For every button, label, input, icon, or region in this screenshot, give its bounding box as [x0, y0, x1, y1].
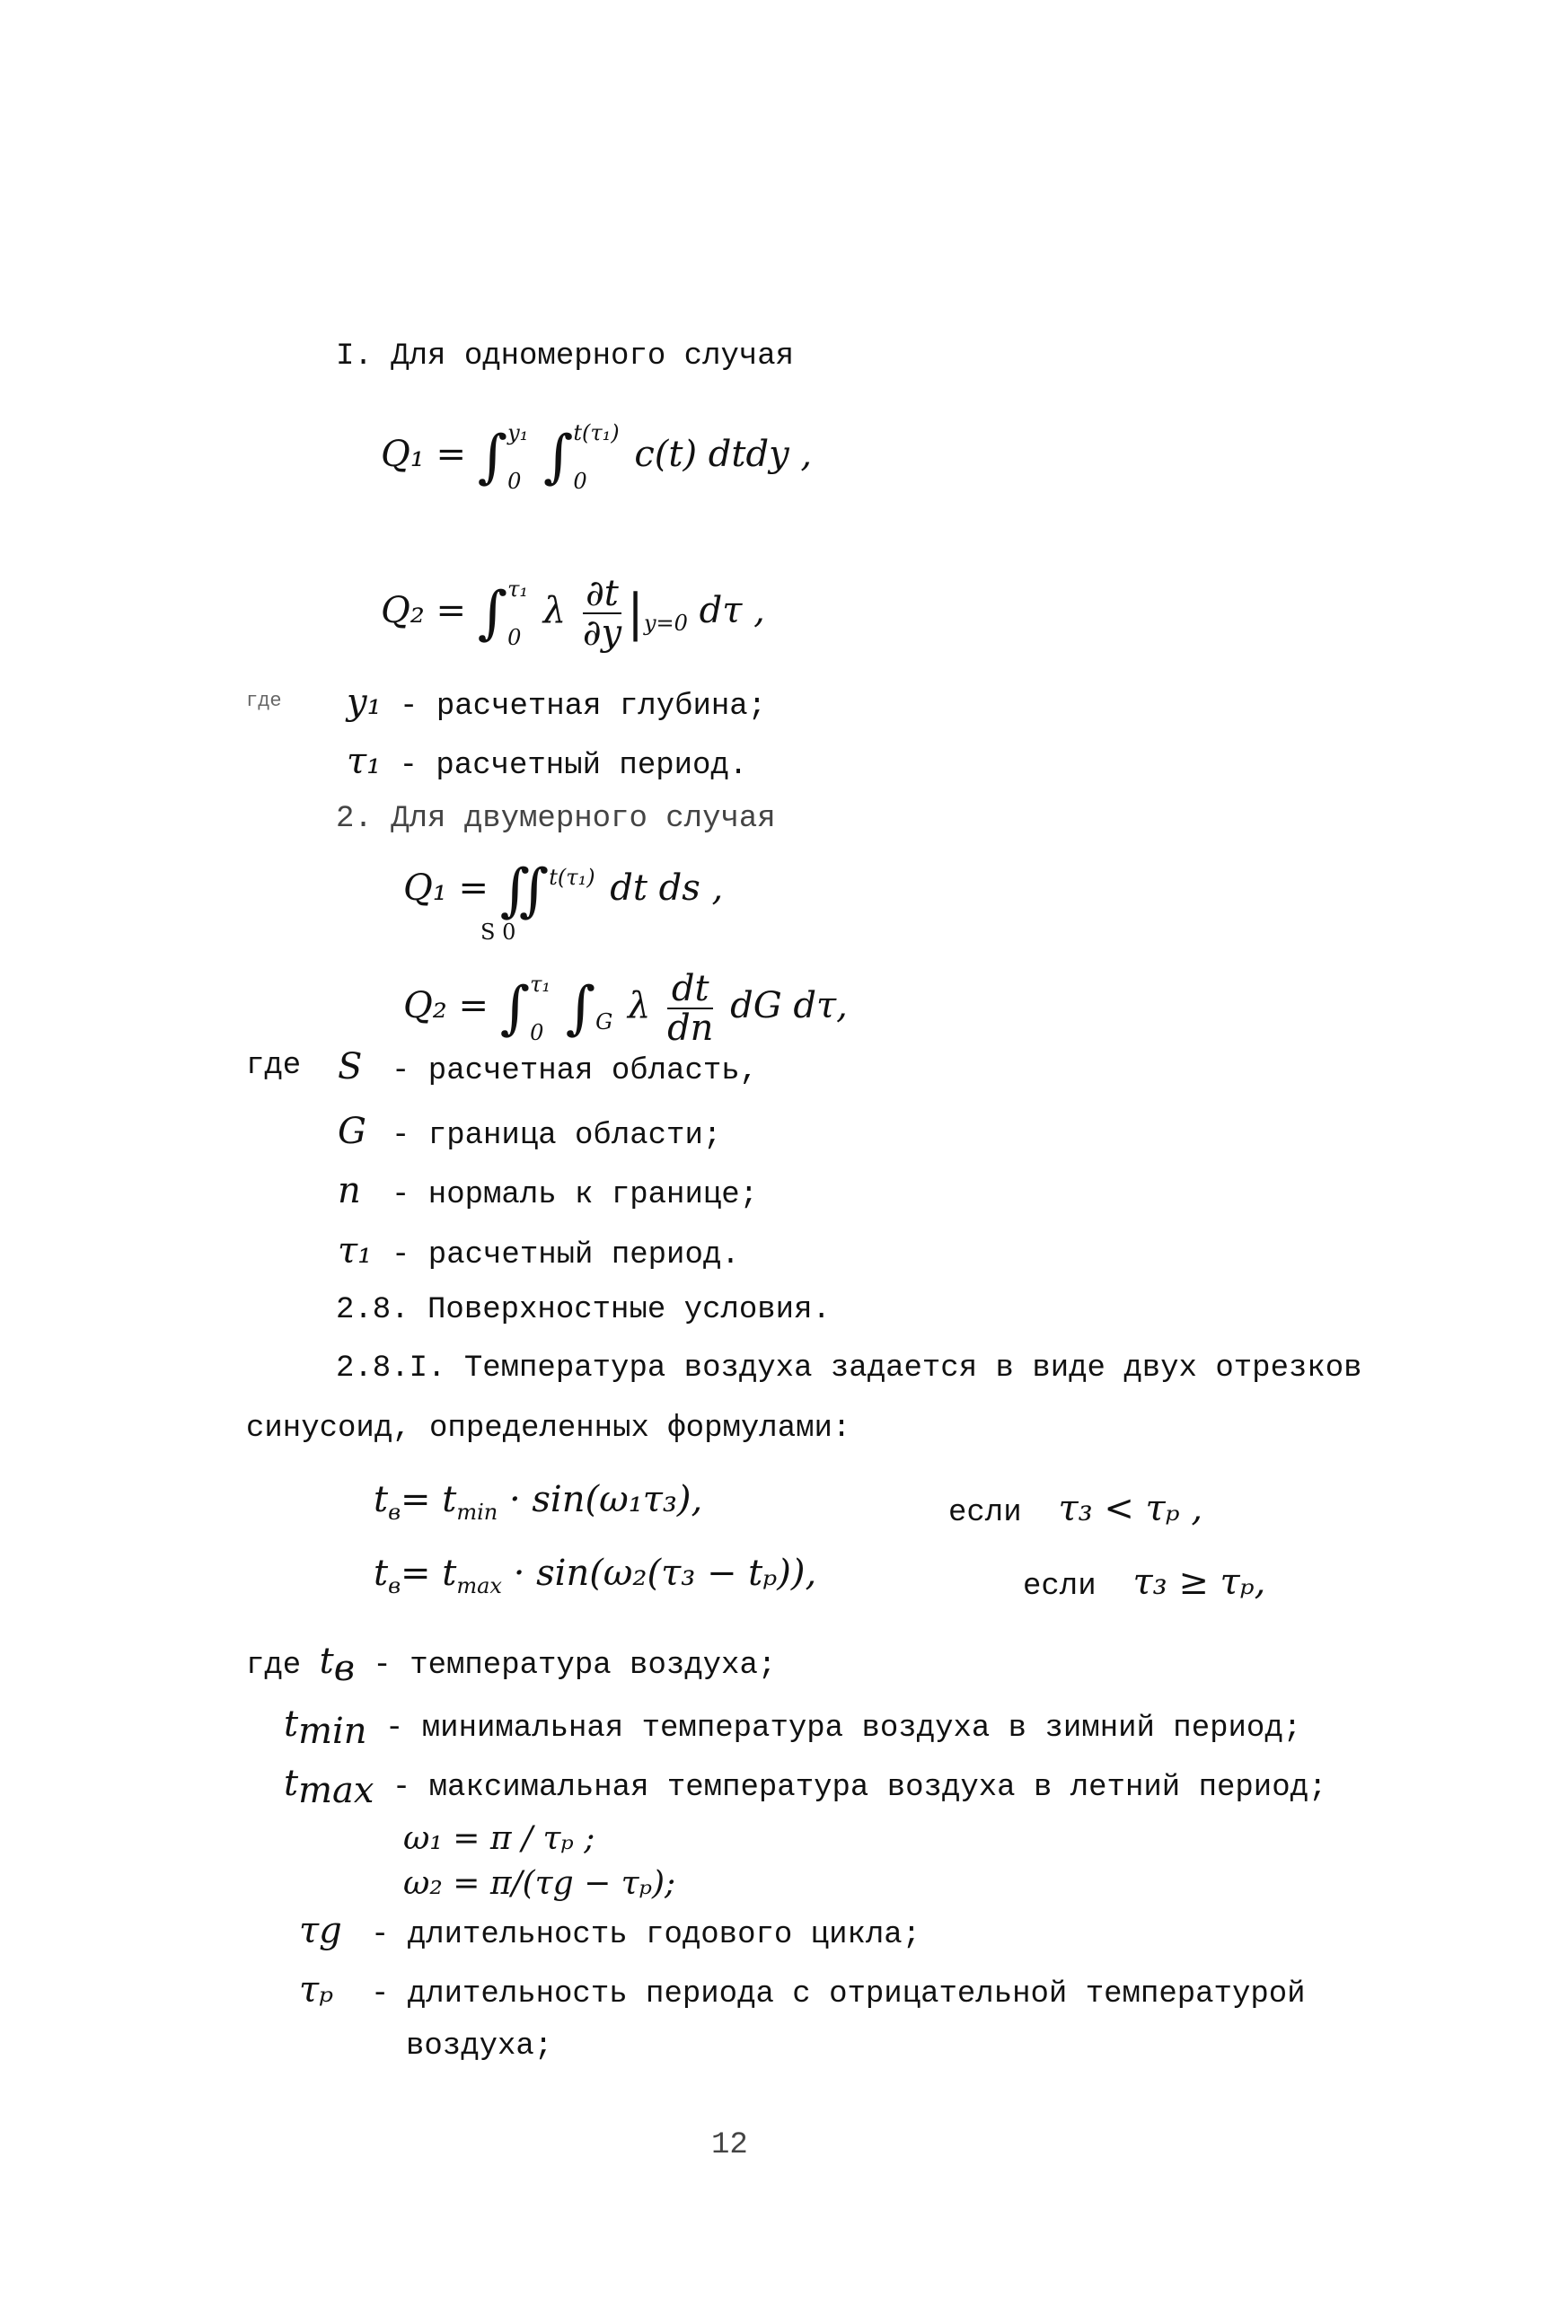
numerator: ∂t: [583, 575, 621, 614]
formula-lhs: Q₂ =: [381, 590, 467, 631]
formula-mid: = t: [401, 1553, 457, 1594]
paragraph-line-2: синусоид, определенных формулами:: [246, 1412, 851, 1446]
denominator: ∂y: [582, 612, 622, 654]
definition-continuation: воздуха;: [406, 2029, 553, 2064]
definition-n: [338, 1170, 759, 1212]
integral-sign: ∫: [477, 424, 508, 490]
upper-limit: t(τ₁): [573, 420, 620, 445]
formula-q1-2d: [403, 858, 724, 945]
condition-1: [948, 1488, 1203, 1530]
condition-word: если: [1023, 1570, 1097, 1604]
formula-lhs: t: [374, 1479, 389, 1520]
condition-formula: τ₃ ≥ τₚ,: [1132, 1562, 1266, 1603]
definition-text: - граница области;: [392, 1119, 722, 1153]
definition-tau-g: [299, 1910, 921, 1952]
formula-q2-1d: [381, 575, 765, 652]
integral-limits: [595, 984, 612, 1033]
subscript: min: [456, 1500, 498, 1525]
symbol: τg: [299, 1910, 342, 1951]
symbol: G: [338, 1111, 366, 1152]
definition-text: - максимальная температура воздуха в летний период;: [392, 1771, 1327, 1805]
fraction: [583, 575, 621, 652]
lambda: λ: [627, 985, 651, 1026]
formula-air-temp-summer: [374, 1555, 816, 1597]
symbol: n: [338, 1170, 361, 1211]
numerator: dt: [667, 970, 713, 1009]
upper-limit: τ₁: [507, 577, 529, 602]
integral-limits: [507, 422, 528, 492]
definition-text: - расчетный период.: [399, 749, 748, 783]
definition-text: - расчетный период.: [392, 1238, 740, 1272]
subscript: в: [388, 1500, 401, 1525]
definition-text: - температура воздуха;: [373, 1649, 777, 1683]
definition-tau-p: [299, 1969, 1306, 2011]
condition-word: если: [948, 1496, 1022, 1530]
formula-omega1: ω₁ = π / τₚ ;: [403, 1820, 595, 1857]
double-integral-sign: ∬: [499, 858, 550, 924]
where-label: где: [246, 1049, 302, 1083]
formula-body: c(t) dtdy ,: [634, 434, 813, 475]
integral-limits: [573, 422, 619, 492]
definition-y1: [347, 684, 766, 722]
definition-text: - нормаль к границе;: [392, 1178, 759, 1212]
page-number: 12: [711, 2128, 748, 2162]
symbol: τ₁: [338, 1230, 373, 1272]
upper-limit: t(τ₁): [549, 865, 595, 890]
formula-rest: · sin(ω₁τ₃),: [508, 1479, 703, 1520]
definition-s: [338, 1046, 759, 1088]
section2-heading: 2. Для двумерного случая: [336, 802, 776, 836]
formula-mid: = t: [401, 1479, 457, 1520]
lower-limit: 0: [507, 469, 522, 494]
evaluation-subscript: y=0: [643, 611, 688, 636]
symbol: τ₁: [347, 741, 382, 782]
symbol: τₚ: [299, 1969, 334, 2011]
condition-formula: τ₃ < τₚ ,: [1058, 1488, 1203, 1529]
upper-limit: y₁: [507, 420, 529, 445]
symbol: t: [284, 1763, 299, 1804]
subscript: в: [388, 1573, 401, 1598]
definition-tb: [246, 1641, 777, 1689]
lower-limits: S 0: [480, 920, 516, 945]
formula-lhs: t: [374, 1553, 389, 1594]
definition-text: - длительность годового цикла;: [371, 1918, 921, 1952]
denominator: dn: [667, 1008, 714, 1049]
formula-lhs: Q₁ =: [381, 434, 467, 475]
integral-limits: [530, 973, 551, 1043]
subscript: max: [456, 1573, 502, 1598]
integral-sign: ∫: [499, 975, 531, 1042]
symbol: t: [319, 1641, 334, 1682]
formula-omega2: ω₂ = π/(τg − τₚ);: [403, 1865, 676, 1902]
integral-sign: ∫: [565, 975, 596, 1042]
evaluation-bar: |: [627, 584, 644, 642]
formula-rest: · sin(ω₂(τ₃ − tₚ)),: [513, 1553, 817, 1594]
definition-tmin: [284, 1703, 1302, 1752]
integral-sign: ∫: [477, 580, 508, 647]
definition-text: - длительность периода с отрицательной температурой: [371, 1977, 1306, 2011]
lower-limit: 0: [530, 1020, 544, 1045]
formula-lhs: Q₂ =: [403, 985, 489, 1026]
subscript: min: [298, 1710, 367, 1752]
formula-lhs: Q₁ =: [403, 867, 489, 909]
subscript: в: [333, 1647, 355, 1689]
where-label: где: [246, 690, 282, 712]
formula-tail: dG dτ,: [730, 985, 848, 1026]
symbol: t: [284, 1703, 299, 1745]
condition-2: [1023, 1564, 1265, 1602]
definition-text: - расчетная область,: [392, 1054, 759, 1088]
formula-q1-1d: [381, 422, 812, 492]
lower-limit: 0: [507, 625, 522, 650]
definition-g: [338, 1111, 722, 1153]
definition-tau1: [338, 1230, 740, 1272]
symbol: y₁: [347, 682, 382, 723]
lower-limit: G: [595, 1009, 613, 1034]
fraction: [667, 970, 713, 1047]
formula-q2-2d: [403, 970, 848, 1047]
upper-limit: τ₁: [530, 972, 551, 997]
definition-tau1: [347, 741, 748, 783]
section28-heading: 2.8. Поверхностные условия.: [336, 1293, 831, 1327]
where-label: где: [246, 1649, 302, 1683]
formula-body: dt ds ,: [610, 867, 724, 909]
paragraph-line-1: 2.8.I. Температура воздуха задается в виде двух отрезков: [336, 1351, 1362, 1386]
symbol: S: [338, 1046, 363, 1087]
integral-limits: [549, 867, 595, 915]
lower-limit: 0: [573, 469, 587, 494]
formula-tail: dτ ,: [699, 590, 765, 631]
integral-sign: ∫: [543, 424, 574, 490]
integral-limits: [507, 578, 528, 648]
section1-heading: I. Для одномерного случая: [336, 339, 795, 374]
formula-air-temp-winter: [374, 1479, 703, 1525]
subscript: max: [298, 1769, 374, 1811]
definition-text: - минимальная температура воздуха в зимний период;: [384, 1712, 1302, 1746]
lambda: λ: [542, 590, 567, 631]
definition-tmax: [284, 1765, 1326, 1809]
definition-text: - расчетная глубина;: [400, 690, 767, 724]
